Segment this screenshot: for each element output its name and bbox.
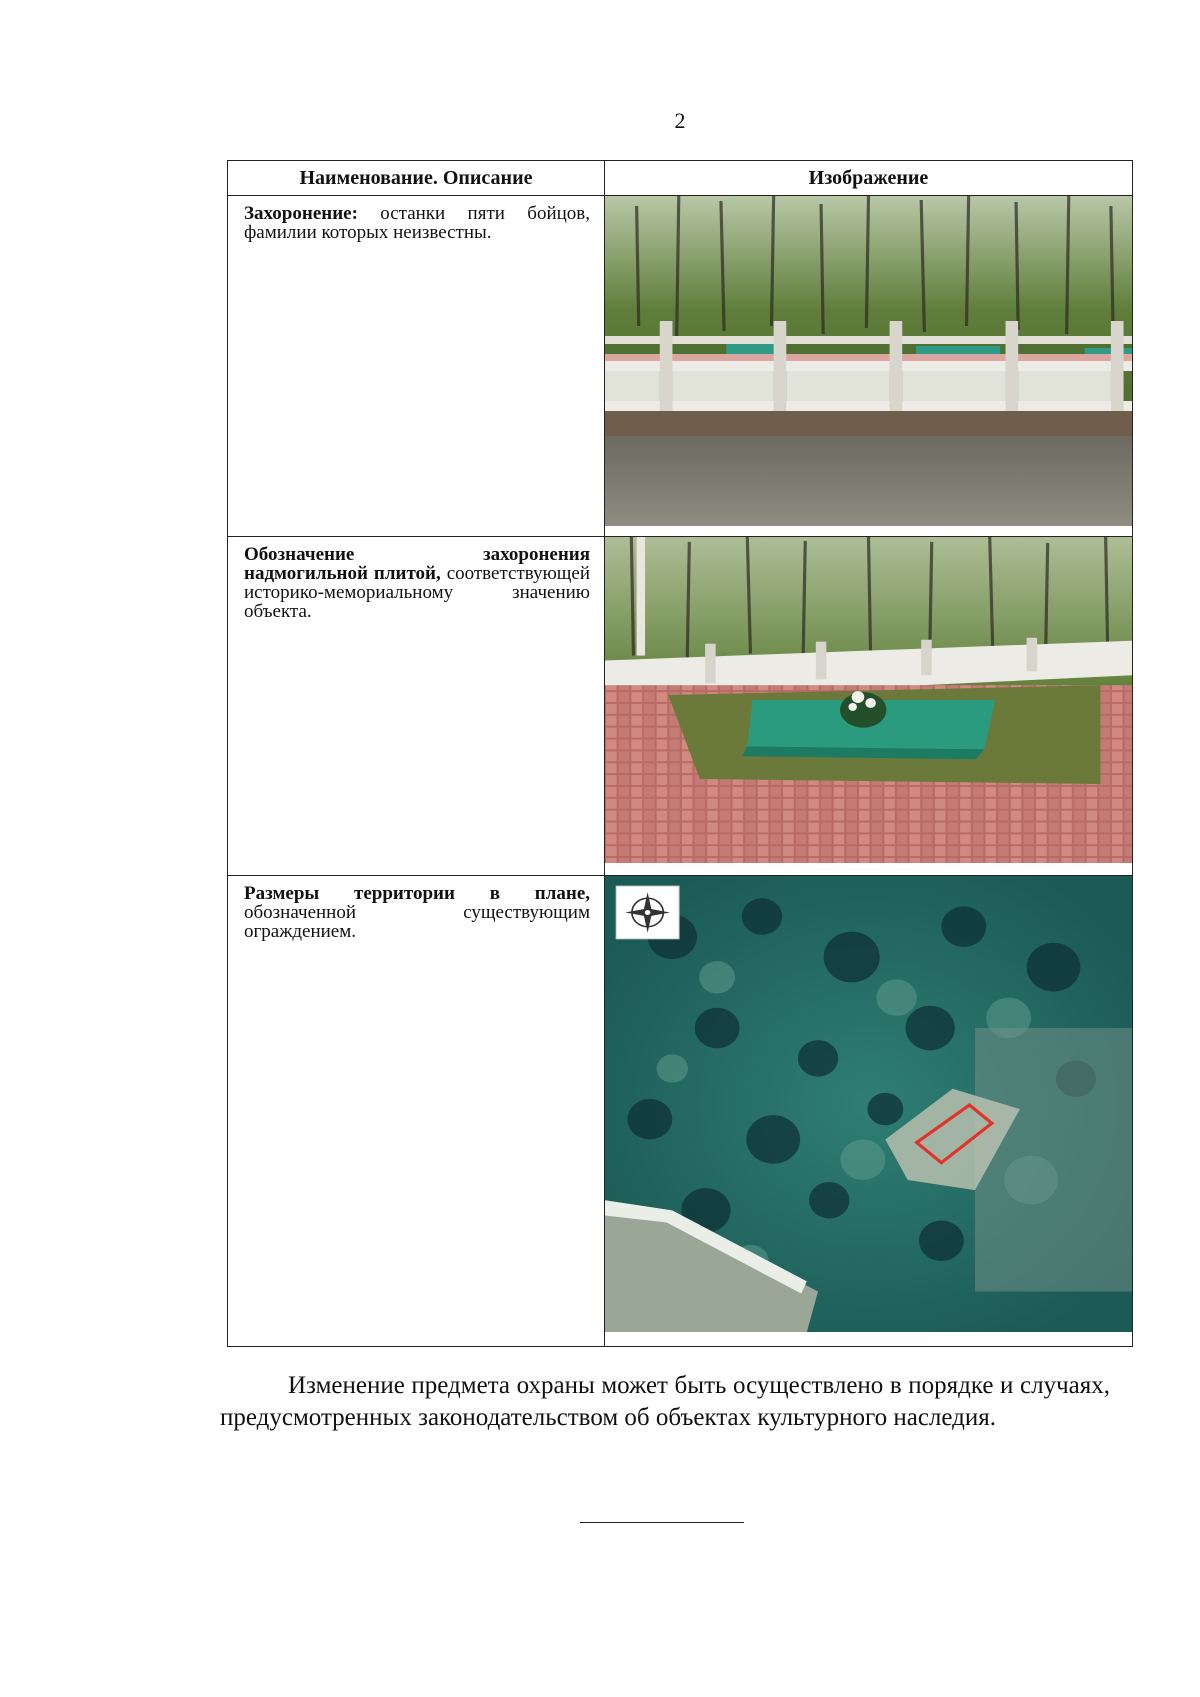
- burial-fence-photo: [605, 196, 1132, 526]
- table-row: [228, 876, 1133, 1347]
- table-header-row: [228, 161, 1133, 196]
- table-row: [228, 196, 1133, 537]
- satellite-map-image: [605, 876, 1132, 1332]
- object-table: [227, 160, 1133, 1347]
- row-description: [228, 196, 604, 242]
- footer-paragraph: Изменение предмета охраны может быть осуществлено в порядке и случаях, предусмотренных законодательством об объектах культурного наследия.: [220, 1372, 1110, 1431]
- page-number: 2: [674, 108, 686, 133]
- row-title: Захоронение:: [244, 203, 358, 224]
- row-text: останки пяти бойцов, фамилии которых неизвестны.: [244, 203, 590, 243]
- row-text: обозначенной существующим ограждением.: [244, 902, 590, 942]
- row-description: [228, 876, 604, 941]
- end-rule: [580, 1522, 744, 1523]
- table-row: [228, 537, 1133, 876]
- row-description: [228, 537, 604, 621]
- header-description: Наименование. Описание: [228, 161, 605, 196]
- row-title: Обозначение захоронения надмогильной плитой,: [244, 544, 590, 584]
- row-text: соответствующей историко-мемориальному значению объекта.: [244, 563, 590, 622]
- row-title: Размеры территории в плане,: [244, 883, 590, 904]
- header-image: Изображение: [605, 161, 1133, 196]
- tombstone-slab-photo: [605, 537, 1132, 863]
